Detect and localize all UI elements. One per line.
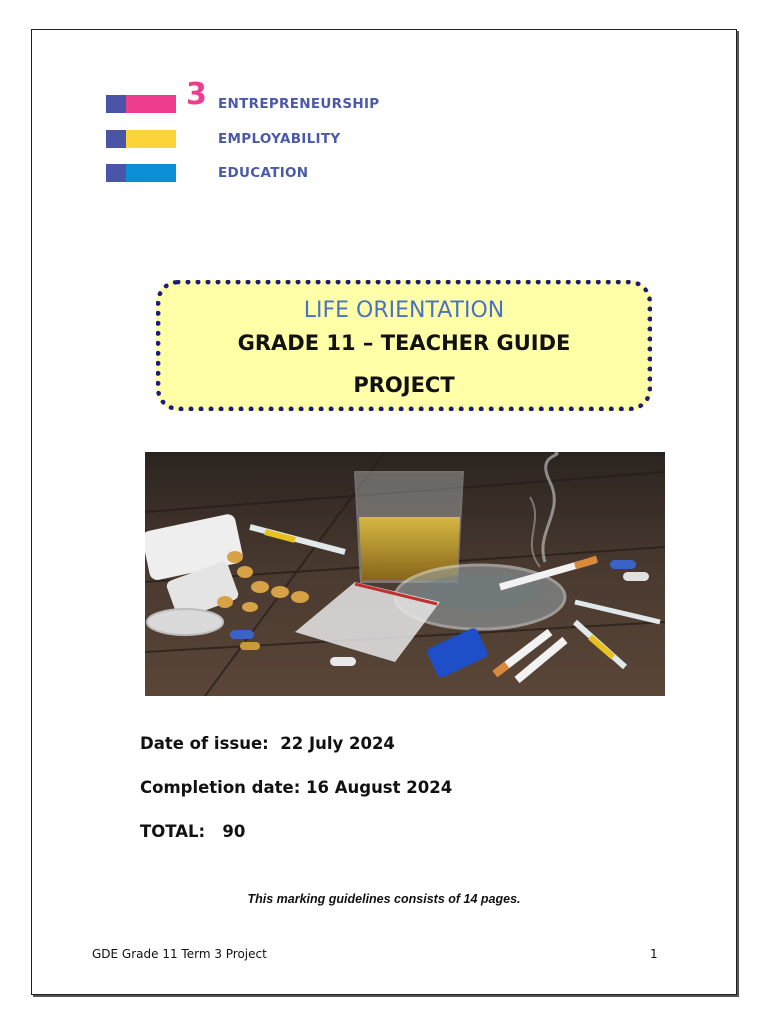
logo-bar-navy-2 [106, 130, 126, 148]
footer-document-name: GDE Grade 11 Term 3 Project [92, 947, 267, 961]
logo-bar-yellow [126, 130, 176, 148]
total-marks: TOTAL: 90 [140, 822, 246, 841]
logo-line-3: EDUCATION [218, 165, 309, 181]
date-of-issue: Date of issue: 22 July 2024 [140, 734, 395, 753]
logo-number: 3 [186, 77, 207, 112]
e3-logo [106, 77, 406, 196]
page-count-note: This marking guidelines consists of 14 pages. [247, 892, 521, 906]
logo-bar-navy-1 [106, 95, 126, 113]
logo-bar-navy-3 [106, 164, 126, 182]
document-type-title: PROJECT [353, 373, 455, 397]
logo-line-1: ENTREPRENEURSHIP [218, 96, 380, 112]
logo-line-2: EMPLOYABILITY [218, 131, 341, 147]
logo-bar-blue [126, 164, 176, 182]
title-box [156, 280, 652, 411]
logo-bar-pink [126, 95, 176, 113]
substances-photo [145, 452, 665, 696]
grade-title: GRADE 11 – TEACHER GUIDE [237, 331, 571, 355]
footer-page-number: 1 [650, 947, 658, 961]
subject-title: LIFE ORIENTATION [303, 298, 505, 323]
completion-date: Completion date: 16 August 2024 [140, 778, 453, 797]
